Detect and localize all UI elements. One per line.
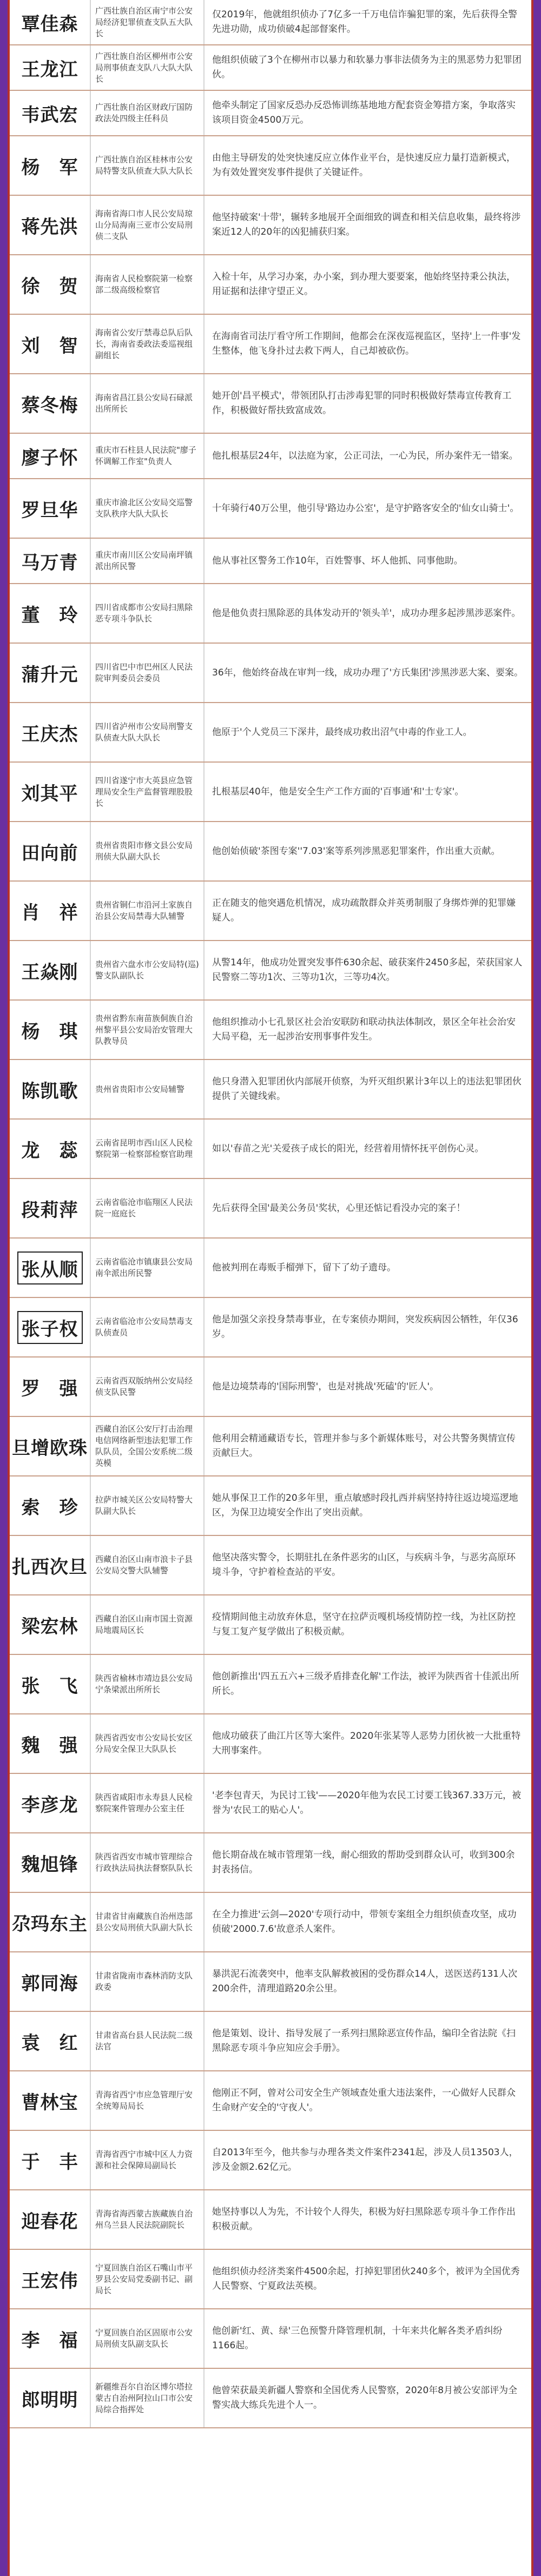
honoree-name-cell xyxy=(10,1714,91,1773)
honoree-description: 他只身潜入犯罪团伙内部展开侦察，为歼灭组织累计3年以上的违法犯罪团伙提供了关键线索。 xyxy=(212,1076,522,1102)
honoree-description: 他从事社区警务工作10年，百姓警事、坏人他抓、同事他助。 xyxy=(212,555,463,566)
honoree-name-cell xyxy=(10,1298,91,1356)
honoree-unit: 陕西省榆林市靖边县公安局宁条梁派出所所长 xyxy=(91,1655,204,1713)
honoree-unit: 四川省成都市公安局扫黑除恶专项斗争队长 xyxy=(91,584,204,643)
honoree-name-cell xyxy=(10,2190,91,2249)
honoree-description: 他长期奋战在城市管理第一线，耐心细致的帮助受到群众认可，收到300余封表扬信。 xyxy=(212,1850,515,1875)
honoree-name: 尕玛东主 xyxy=(12,1913,88,1935)
honoree-name-cell xyxy=(10,374,91,433)
honoree-unit: 贵州省六盘水市公安局特(巡)警支队副队长 xyxy=(91,941,204,999)
honoree-unit: 贵州省铜仁市沿河土家族自治县公安局禁毒大队辅警 xyxy=(91,882,204,940)
honoree-unit: 四川省泸州市公安局刑警支队侦查大队大队长 xyxy=(91,703,204,761)
honoree-name: 梁宏林 xyxy=(21,1615,78,1638)
honoree-name: 王宏伟 xyxy=(21,2270,78,2292)
honoree-description: 他坚持破案'十带'，辗转多地展开全面细致的调查和相关信息收集，最终将涉案近12人的20年的凶犯捕获归案。 xyxy=(212,212,521,237)
honoree-name: 郎明明 xyxy=(21,2389,78,2411)
honoree-description: 他刚正不阿，曾对公司安全生产领域查处重大违法案件，一心做好人民群众生命财产安全的'守夜人'。 xyxy=(212,2088,516,2113)
honoree-row xyxy=(10,1120,531,1179)
honoree-row xyxy=(10,2012,531,2071)
honoree-name: 李彦龙 xyxy=(21,1794,78,1816)
honoree-name-cell xyxy=(10,822,91,880)
honoree-row xyxy=(10,1357,531,1417)
honoree-description: 十年骑行40万公里，他引导'路边办公室'，是守护路客安全的'仙女山骑士'。 xyxy=(212,502,519,514)
honoree-unit: 贵州省贵阳市公安局辅警 xyxy=(91,1060,204,1118)
honoree-name: 扎西次旦 xyxy=(12,1556,88,1578)
honoree-unit: 重庆市渝北区公安局交巡警支队秩序大队大队长 xyxy=(91,479,204,538)
honoree-unit: 宁夏回族自治区固原市公安局刑侦支队副支队长 xyxy=(91,2309,204,2368)
honoree-name-cell xyxy=(10,1179,91,1237)
honoree-unit: 甘肃省高台县人民法院二级法官 xyxy=(91,2012,204,2070)
honoree-row xyxy=(10,763,531,822)
honoree-row xyxy=(10,1655,531,1714)
honoree-name-cell xyxy=(10,196,91,254)
honoree-name: 袁 红 xyxy=(21,2032,78,2054)
honoree-row xyxy=(10,1060,531,1120)
honoree-unit: 贵州省贵阳市修文县公安局刑侦大队副大队长 xyxy=(91,822,204,880)
honoree-name: 陈凯歌 xyxy=(21,1080,78,1102)
honoree-row xyxy=(10,1239,531,1298)
honoree-row xyxy=(10,644,531,703)
honoree-name: 迎春花 xyxy=(21,2210,78,2233)
honoree-name: 张 飞 xyxy=(21,1675,78,1697)
honoree-unit: 广西壮族自治区柳州市公安局刑事侦查支队八大队大队长 xyxy=(91,45,204,90)
honoree-row xyxy=(10,2250,531,2309)
honoree-row xyxy=(10,0,531,45)
honoree-name-cell xyxy=(10,1595,91,1654)
honoree-name-cell xyxy=(10,1417,91,1475)
honoree-name-cell xyxy=(10,703,91,761)
honoree-name-cell xyxy=(10,882,91,940)
honoree-row xyxy=(10,1001,531,1060)
honoree-name: 罗旦华 xyxy=(21,499,78,521)
honoree-description: 他牵头制定了国家反恐办反恐怖训练基地地方配套资金筹措方案，争取落实该项目资金4500万元。 xyxy=(212,100,516,125)
honoree-name: 郭同海 xyxy=(21,1972,78,1995)
honoree-name: 杨 琪 xyxy=(21,1021,78,1043)
honoree-name-cell xyxy=(10,941,91,999)
honoree-name-cell xyxy=(10,315,91,373)
honoree-unit: 新疆维吾尔自治区博尔塔拉蒙古自治州阿拉山口市公安局综合指挥处 xyxy=(91,2369,204,2427)
honoree-name-cell xyxy=(10,1357,91,1416)
honoree-row xyxy=(10,2071,531,2131)
honoree-name: 李 福 xyxy=(21,2329,78,2352)
honoree-row xyxy=(10,136,531,196)
honoree-row xyxy=(10,1476,531,1536)
honoree-name-cell xyxy=(10,434,91,478)
honoree-name-cell xyxy=(10,1001,91,1059)
honoree-unit: 陕西省咸阳市永寿县人民检察院案件管理办公室主任 xyxy=(91,1774,204,1832)
honoree-description: 扎根基层40年，他是安全生产工作方面的'百事通'和'士专家'。 xyxy=(212,786,464,797)
honoree-name: 曹林宝 xyxy=(21,2091,78,2114)
honoree-unit: 重庆市南川区公安局南坪镇派出所民警 xyxy=(91,539,204,583)
honoree-row xyxy=(10,1893,531,1952)
honoree-row xyxy=(10,2369,531,2428)
honoree-name-cell xyxy=(10,1952,91,2011)
honoree-row xyxy=(10,434,531,479)
honoree-unit: 广西壮族自治区财政厅国防政法处四级主任科员 xyxy=(91,91,204,135)
honoree-description: 他是策划、设计、指导发展了一系列扫黑除恶宣传作品，编印全省法院《扫黑除恶专项斗争应知应会手册》。 xyxy=(212,2028,516,2054)
honoree-row xyxy=(10,1536,531,1595)
honoree-table xyxy=(10,0,531,2576)
honoree-description: 如以'春苗之光'关爱孩子成长的阳光，经营着用情怀抚平创伤心灵。 xyxy=(212,1143,484,1154)
honoree-row xyxy=(10,2309,531,2369)
honoree-unit: 广西壮族自治区南宁市公安局经济犯罪侦查支队五大队长 xyxy=(91,0,204,44)
honoree-row xyxy=(10,479,531,539)
honoree-unit: 海南省人民检察院第一检察部二级高级检察官 xyxy=(91,255,204,314)
honoree-description: 36年，他始终奋战在审判一线，成功办理了'方氏集团'涉黑涉恶大案、要案。 xyxy=(212,667,523,678)
honoree-unit: 陕西省西安市城市管理综合行政执法局执法督察队队长 xyxy=(91,1833,204,1892)
honoree-name: 索 珍 xyxy=(21,1496,78,1519)
honoree-name-cell xyxy=(10,1536,91,1594)
honoree-unit: 云南省西双版纳州公安局经侦支队民警 xyxy=(91,1357,204,1416)
honoree-row xyxy=(10,91,531,136)
honoree-unit: 重庆市石柱县人民法院"廖子怀调解工作室"负责人 xyxy=(91,434,204,478)
honoree-row xyxy=(10,45,531,91)
honoree-name-cell xyxy=(10,2012,91,2070)
honoree-name: 韦武宏 xyxy=(21,104,78,126)
honoree-row xyxy=(10,1595,531,1655)
honoree-description: 他是边境禁毒的'国际刑警'，也是对挑战'死磕'的'匠人'。 xyxy=(212,1381,439,1392)
honoree-description: 他利用会精通藏语专长，管理并参与多个新媒体账号，对公共警务舆情宣传贡献巨大。 xyxy=(212,1433,516,1459)
honoree-name: 刘其平 xyxy=(21,783,78,805)
honoree-unit: 西藏自治区公安厅打击治理电信网络新型违法犯罪工作队队员，全国公安系统二级英模 xyxy=(91,1417,204,1475)
honoree-row xyxy=(10,703,531,763)
honoree-row xyxy=(10,941,531,1001)
honoree-name: 王龙江 xyxy=(21,58,78,81)
honoree-unit: 云南省临沧市临翔区人民法院一庭庭长 xyxy=(91,1179,204,1237)
honoree-row xyxy=(10,584,531,644)
honoree-unit: 甘肃省陇南市森林消防支队政委 xyxy=(91,1952,204,2011)
honoree-name: 张子权 xyxy=(17,1311,83,1344)
honoree-description: 他扎根基层24年，以法庭为家，公正司法，一心为民，所办案件无一错案。 xyxy=(212,450,518,461)
honoree-name: 肖 祥 xyxy=(21,902,78,924)
honoree-unit: 四川省巴中市巴州区人民法院审判委员会委员 xyxy=(91,644,204,702)
honoree-name: 于 丰 xyxy=(21,2151,78,2173)
honoree-description: 他成功破获了曲江片区等大案件。2020年张某等人恶势力团伙被一大批重特大刑事案件。 xyxy=(212,1731,521,1756)
honoree-description: 他组织推动小七孔景区社会治安联防和联动执法体制改，景区全年社会治安大局平稳，无一起涉治安刑事事件发生。 xyxy=(212,1017,516,1042)
honoree-name: 张从顺 xyxy=(17,1251,83,1284)
honoree-unit: 贵州省黔东南苗族侗族自治州黎平县公安局治安管理大队教导员 xyxy=(91,1001,204,1059)
honoree-unit: 陕西省西安市公安局长安区分局安全保卫大队队长 xyxy=(91,1714,204,1773)
honoree-row xyxy=(10,255,531,315)
honoree-unit: 青海省西宁市城中区人力资源和社会保障局副局长 xyxy=(91,2131,204,2189)
honoree-unit: 海南省公安厅禁毒总队后队长，海南省委政法委巡视组副组长 xyxy=(91,315,204,373)
honoree-name: 徐 贺 xyxy=(21,275,78,297)
honoree-name-cell xyxy=(10,255,91,314)
honoree-row xyxy=(10,2190,531,2250)
honoree-description: 他被判刑在毒贩手榴弹下，留下了幼子遗母。 xyxy=(212,1262,396,1273)
honoree-description: 正在随支的他突遇危机情况，成功疏散群众并英勇制服了身绑炸弹的犯罪嫌疑人。 xyxy=(212,898,516,923)
honoree-name-cell xyxy=(10,539,91,583)
honoree-row xyxy=(10,374,531,434)
honoree-description: 他组织侦破了3个在柳州市以暴力和软暴力事非法债务为主的黑恶势力犯罪团伙。 xyxy=(212,55,522,80)
honoree-name-cell xyxy=(10,1774,91,1832)
honoree-description: 他创新推出'四五五六+三级矛盾排查化解'工作法，被评为陕西省十佳派出所所长。 xyxy=(212,1671,519,1697)
honoree-unit: 广西壮族自治区桂林市公安局特警支队侦查大队大队长 xyxy=(91,136,204,195)
honoree-name-cell xyxy=(10,1893,91,1951)
honoree-name: 田向前 xyxy=(21,842,78,864)
honoree-name-cell xyxy=(10,1833,91,1892)
honoree-description: '老李包青天，为民讨工钱'——2020年他为农民工讨要工钱367.33万元，被誉为'农民工的贴心人'。 xyxy=(212,1790,522,1816)
honoree-name: 魏旭锋 xyxy=(21,1853,78,1876)
honoree-row xyxy=(10,1774,531,1833)
honoree-name-cell xyxy=(10,45,91,90)
honoree-unit: 西藏自治区山南市浪卡子县公安局交警大队辅警 xyxy=(91,1536,204,1594)
honoree-name-cell xyxy=(10,1239,91,1297)
honoree-description: 他坚决落实警令，长期驻扎在条件恶劣的山区，与疾病斗争，与恶劣高原环境斗争，守护着检查站的平安。 xyxy=(212,1552,516,1578)
honoree-unit: 拉萨市城关区公安局特警大队副大队长 xyxy=(91,1476,204,1535)
honoree-description: 他是加强父亲投身禁毒事业，在专案侦办期间，突发疾病因公牺牲，年仅36岁。 xyxy=(212,1314,518,1340)
honoree-name-cell xyxy=(10,136,91,195)
honoree-description: 暴洪泥石流袭突中，他率支队解救被困的受伤群众14人，送医送药131人次200余件，清理道路20余公里。 xyxy=(212,1969,518,1994)
honoree-name: 龙 蕊 xyxy=(21,1140,78,1162)
honoree-name: 杨 军 xyxy=(21,156,78,178)
honoree-name-cell xyxy=(10,1120,91,1178)
honoree-description: 他曾荣获最美新疆人警察和全国优秀人民警察，2020年8月被公安部评为全警实战大练兵先进个人一。 xyxy=(212,2385,518,2411)
honoree-name: 王庆杰 xyxy=(21,723,78,745)
honoree-name: 覃佳森 xyxy=(21,13,78,35)
honoree-unit: 四川省遂宁市大英县应急管理局安全生产监督管理股股长 xyxy=(91,763,204,821)
honoree-description: 在全力推进'云剑—2020'专项行动中，带领专案组全力组织侦查攻坚，成功侦破'2000.7.6'故意杀人案件。 xyxy=(212,1909,517,1935)
honoree-description: 先后获得全国'最美公务员'奖状，心里还惦记看没办完的案子！ xyxy=(212,1202,466,1214)
honoree-name: 王焱刚 xyxy=(21,961,78,983)
honoree-unit: 海南省昌江县公安局石碌派出所所长 xyxy=(91,374,204,433)
honoree-name-cell xyxy=(10,1655,91,1713)
honoree-description: 他创新'红、黄、绿'三色预警升降管理机制，十年来共化解各类矛盾纠纷1166起。 xyxy=(212,2326,503,2351)
honoree-name-cell xyxy=(10,2309,91,2368)
honoree-name-cell xyxy=(10,763,91,821)
honoree-row xyxy=(10,539,531,584)
honoree-description: 她从事保卫工作的20多年里，重点敏感时段扎西并病坚持持往返边境巡逻地区，为保卫边境安全作出了突出贡献。 xyxy=(212,1493,518,1518)
honoree-unit: 云南省临沧市公安局禁毒支队侦查员 xyxy=(91,1298,204,1356)
honoree-description: 仅2019年，他就组织侦办了7亿多一千万电信诈骗犯罪的案，先后获得全警先进功勋，成功侦破4起部督案件。 xyxy=(212,9,518,35)
honoree-unit: 云南省昆明市西山区人民检察院第一检察部检察官助理 xyxy=(91,1120,204,1178)
honoree-row xyxy=(10,1417,531,1476)
honoree-row xyxy=(10,1952,531,2012)
honoree-row xyxy=(10,1298,531,1357)
honoree-description: 他是他负责扫黑除恶的具体发动开的'领头羊'，成功办理多起涉黑涉恶案件。 xyxy=(212,607,521,619)
honoree-description: 自2013年至今，他共参与办理各类文件案件2341起，涉及人员13503人，涉及金额2.62亿元。 xyxy=(212,2147,518,2173)
honoree-name: 旦增欧珠 xyxy=(12,1437,88,1459)
honoree-unit: 青海省西宁市应急管理厅安全统筹局局长 xyxy=(91,2071,204,2130)
honoree-row xyxy=(10,1179,531,1239)
honoree-description: 她坚持事以人为先，不计较个人得失，积极为好扫黑除恶专项斗争工作作出积极贡献。 xyxy=(212,2207,516,2232)
honoree-row xyxy=(10,196,531,255)
honoree-description: 入检十年，从学习办案，办小案，到办理大要要案，他始终坚持秉公执法，用证据和法律守望正义。 xyxy=(212,271,516,297)
honoree-row xyxy=(10,2131,531,2190)
honoree-unit: 海南省海口市人民公安局琼山分局海南三亚市公安局刑侦二支队 xyxy=(91,196,204,254)
honoree-row xyxy=(10,1833,531,1893)
honoree-name-cell xyxy=(10,2369,91,2427)
honoree-row xyxy=(10,1714,531,1774)
honoree-name: 马万青 xyxy=(21,552,78,574)
honoree-description: 由他主导研发的处突快速反应立体作业平台，是快速反应力量打造新模式，为有效处置突发事件提供了关键证件。 xyxy=(212,153,516,178)
honoree-description: 他创始侦破'茶图专案''7.03'案等系列涉黑恶犯罪案件，作出重大贡献。 xyxy=(212,845,500,857)
honoree-description: 从警14年，他成功处置突发事件630余起、破获案件2450多起，荣获国家人民警察二等功1次、三等功1次，三等功4次。 xyxy=(212,957,523,983)
honoree-name: 廖子怀 xyxy=(21,447,78,469)
honoree-unit: 青海省海西蒙古族藏族自治州乌兰县人民法院副院长 xyxy=(91,2190,204,2249)
honoree-unit: 甘肃省甘南藏族自治州迭部县公安局刑侦大队副大队长 xyxy=(91,1893,204,1951)
honoree-name: 蒋先洪 xyxy=(21,216,78,238)
honoree-row xyxy=(10,822,531,882)
honoree-unit: 西藏自治区山南市国土资源局地震局区长 xyxy=(91,1595,204,1654)
honoree-row xyxy=(10,882,531,941)
honoree-name: 魏 强 xyxy=(21,1734,78,1757)
honoree-name: 段莉萍 xyxy=(21,1199,78,1221)
honoree-name-cell xyxy=(10,1060,91,1118)
honoree-row xyxy=(10,315,531,374)
honoree-name-cell xyxy=(10,2250,91,2308)
honoree-name-cell xyxy=(10,644,91,702)
honoree-unit: 云南省临沧市镇康县公安局南伞派出所民警 xyxy=(91,1239,204,1297)
honoree-name: 董 玲 xyxy=(21,604,78,626)
honoree-unit: 宁夏回族自治区石嘴山市平罗县公安局党委副书记、副局长 xyxy=(91,2250,204,2308)
honoree-description: 她开创'昌平模式'，带领团队打击涉毒犯罪的同时积极做好禁毒宣传教育工作，积极做好帮扶致富成效。 xyxy=(212,390,512,416)
honoree-name-cell xyxy=(10,479,91,538)
honoree-description: 他组织侦办经济类案件4500余起，打掉犯罪团伙240多个，被评为全国优秀人民警察、宁夏政法英模。 xyxy=(212,2266,520,2292)
honoree-name: 罗 强 xyxy=(21,1378,78,1400)
honoree-description: 疫情期间他主动放弃休息，坚守在拉萨贡嘎机场疫情防控一线，为社区防控与复工复产复学做出了积极贡献。 xyxy=(212,1612,516,1637)
honoree-name-cell xyxy=(10,2071,91,2130)
honoree-description: 在海南省司法厅看守所工作期间，他都会在深夜巡视监区，坚持'上一件事'发生整体，他飞身扑过去救下两人，自己却被砍伤。 xyxy=(212,331,521,356)
honoree-name-cell xyxy=(10,91,91,135)
honoree-name-cell xyxy=(10,2131,91,2189)
honoree-description: 他原于'个人党员三下深井，最终成功救出沼气中毒的作业工人。 xyxy=(212,726,472,738)
honoree-name-cell xyxy=(10,584,91,643)
honoree-name-cell xyxy=(10,0,91,44)
honoree-name-cell xyxy=(10,1476,91,1535)
honoree-name: 蒲升元 xyxy=(21,664,78,686)
honoree-name: 蔡冬梅 xyxy=(21,394,78,416)
honoree-name: 刘 智 xyxy=(21,335,78,357)
